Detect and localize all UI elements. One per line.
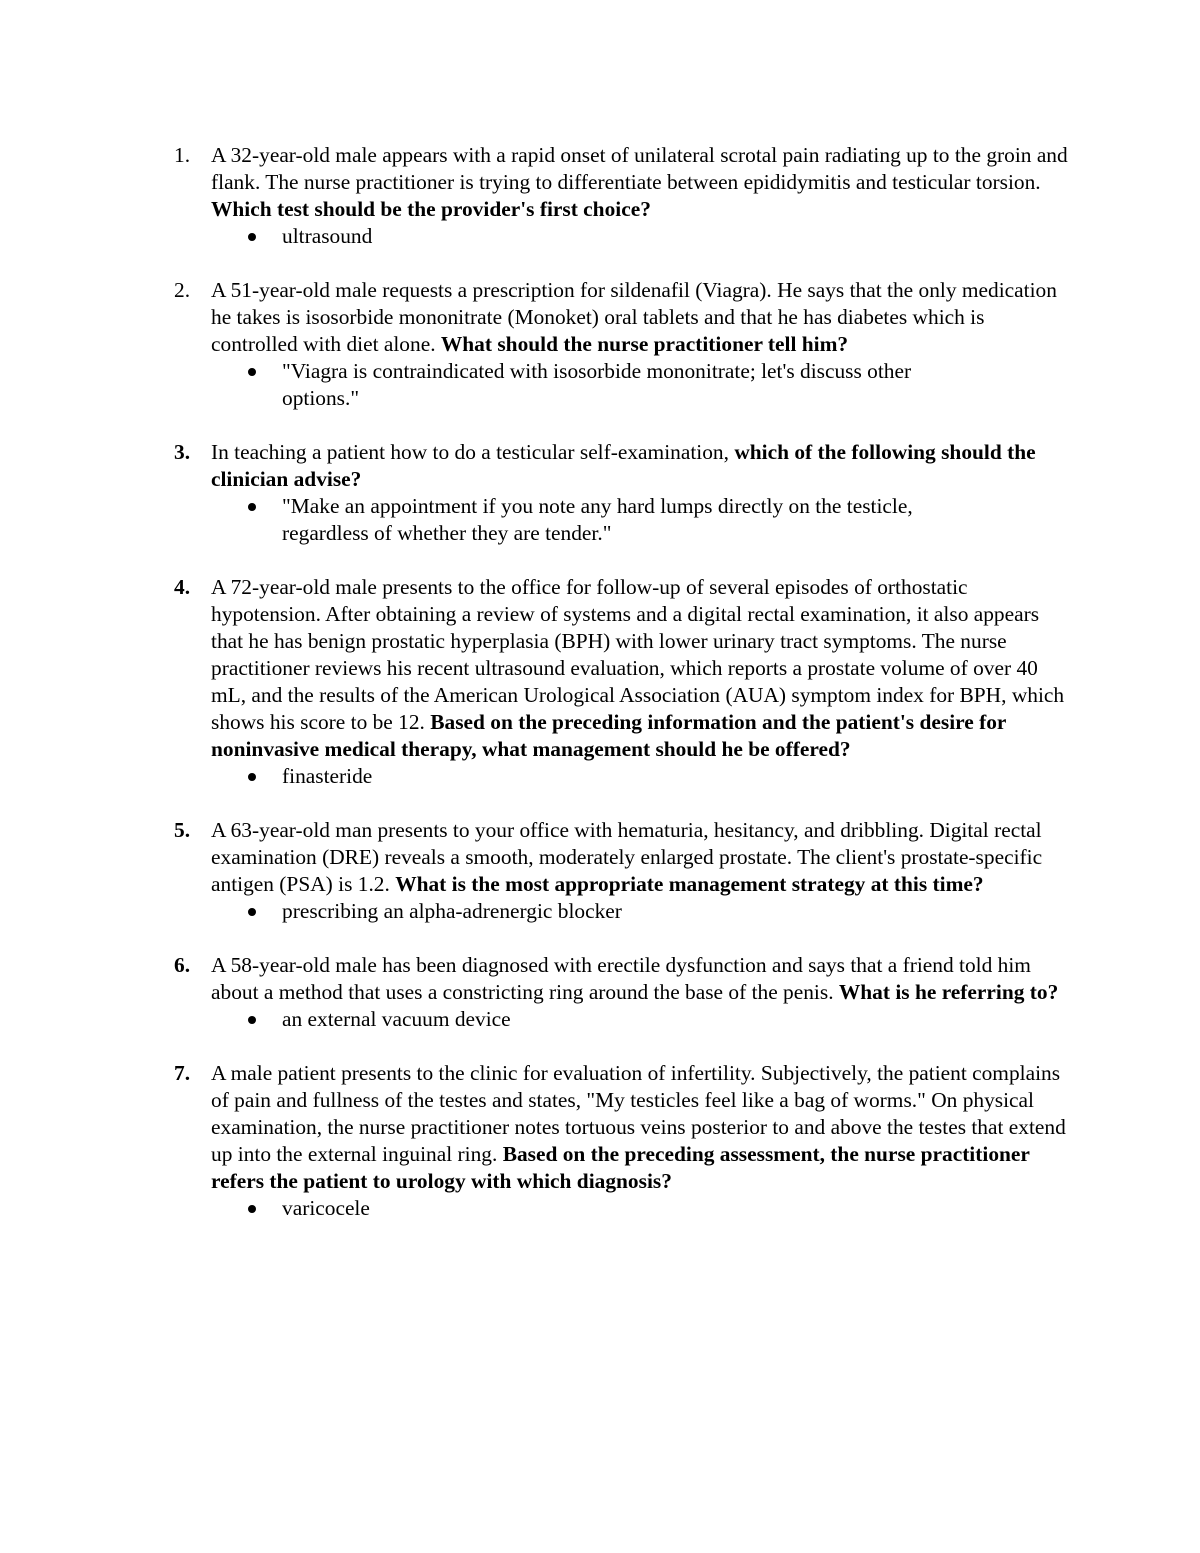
answer-item (211, 898, 982, 925)
answer-list (211, 223, 1071, 250)
answer-text: prescribing an alpha-adrenergic blocker (282, 899, 622, 923)
answer-item (211, 1006, 982, 1033)
bullet-icon (248, 503, 256, 511)
answer-text: ultrasound (282, 224, 373, 248)
question-number: 1. (174, 143, 191, 167)
question-body (211, 817, 1071, 898)
question-prompt: What is the most appropriate management strategy at this time? (395, 872, 984, 896)
answer-text: varicocele (282, 1196, 370, 1220)
question-body (211, 574, 1071, 763)
answer-list (211, 763, 1071, 790)
question-body (211, 952, 1071, 1006)
answer-item (211, 493, 982, 547)
answer-item (211, 763, 982, 790)
question-number: 5. (174, 818, 191, 842)
bullet-icon (248, 368, 256, 376)
question-item-4 (0, 574, 1071, 790)
answer-text: "Viagra is contraindicated with isosorbide mononitrate; let's discuss other options." (282, 359, 912, 410)
bullet-icon (248, 908, 256, 916)
bullet-icon (248, 1205, 256, 1213)
answer-item (211, 1195, 982, 1222)
question-prompt: What is he referring to? (838, 980, 1059, 1004)
question-number: 7. (174, 1061, 191, 1085)
question-item-7 (0, 1060, 1071, 1222)
question-number: 3. (174, 440, 191, 464)
bullet-icon (248, 773, 256, 781)
answer-list (211, 358, 1071, 412)
question-body (211, 142, 1071, 223)
question-stem: A male patient presents to the clinic for evaluation of infertility. Subjectively, the patient complains of pain and fullness of the testes and states, "My testicles feel like a bag of worms." On physical examination, the nurse practitioner notes tortuous veins posterior to and above the testes that extend up into the external inguinal ring. (211, 1061, 1066, 1166)
bullet-icon (248, 233, 256, 241)
question-stem: In teaching a patient how to do a testicular self-examination, (211, 440, 735, 464)
question-number: 6. (174, 953, 191, 977)
question-list (0, 142, 1200, 1249)
question-stem: A 32-year-old male appears with a rapid onset of unilateral scrotal pain radiating up to the groin and flank. The nurse practitioner is trying to differentiate between epididymitis and testicular torsion. (211, 143, 1068, 194)
question-number: 4. (174, 575, 191, 599)
question-stem: A 58-year-old male has been diagnosed with erectile dysfunction and says that a friend told him about a method that uses a constricting ring around the base of the penis. (211, 953, 1031, 1004)
question-stem: A 72-year-old male presents to the office for follow-up of several episodes of orthostatic hypotension. After obtaining a review of systems and a digital rectal examination, it also appears that he has benign prostatic hyperplasia (BPH) with lower urinary tract symptoms. The nurse practitioner reviews his recent ultrasound evaluation, which reports a prostate volume of over 40 mL, and the results of the American Urological Association (AUA) symptom index for BPH, which shows his score to be 12. (211, 575, 1065, 734)
answer-item (211, 358, 982, 412)
question-stem: A 63-year-old man presents to your office with hematuria, hesitancy, and dribbling. Digital rectal examination (DRE) reveals a smooth, moderately enlarged prostate. The client's prostate-specific antigen (PSA) is 1.2. (211, 818, 1043, 896)
question-item-5 (0, 817, 1071, 925)
question-stem: A 51-year-old male requests a prescription for sildenafil (Viagra). He says that the only medication he takes is isosorbide mononitrate (Monoket) oral tablets and that he has diabetes which is controlled with diet alone. (211, 278, 1057, 356)
bullet-icon (248, 1016, 256, 1024)
answer-list (211, 898, 1071, 925)
question-prompt: which of the following should the clinician advise? (211, 440, 1036, 491)
answer-item (211, 223, 982, 250)
answer-list (211, 493, 1071, 547)
question-body (211, 277, 1071, 358)
question-item-2 (0, 277, 1071, 412)
question-item-1 (0, 142, 1071, 250)
answer-list (211, 1195, 1071, 1222)
question-item-3 (0, 439, 1071, 547)
question-item-6 (0, 952, 1071, 1033)
answer-text: an external vacuum device (282, 1007, 511, 1031)
question-prompt: Based on the preceding information and the patient's desire for noninvasive medical therapy, what management should he be offered? (211, 710, 1007, 761)
answer-text: "Make an appointment if you note any hard lumps directly on the testicle, regardless of whether they are tender." (282, 494, 913, 545)
question-prompt: Which test should be the provider's first choice? (211, 197, 651, 221)
question-body (211, 439, 1071, 493)
question-prompt: Based on the preceding assessment, the nurse practitioner refers the patient to urology with which diagnosis? (211, 1142, 1030, 1193)
question-body (211, 1060, 1071, 1195)
question-number: 2. (174, 278, 191, 302)
question-prompt: What should the nurse practitioner tell him? (440, 332, 849, 356)
answer-text: finasteride (282, 764, 373, 788)
answer-list (211, 1006, 1071, 1033)
